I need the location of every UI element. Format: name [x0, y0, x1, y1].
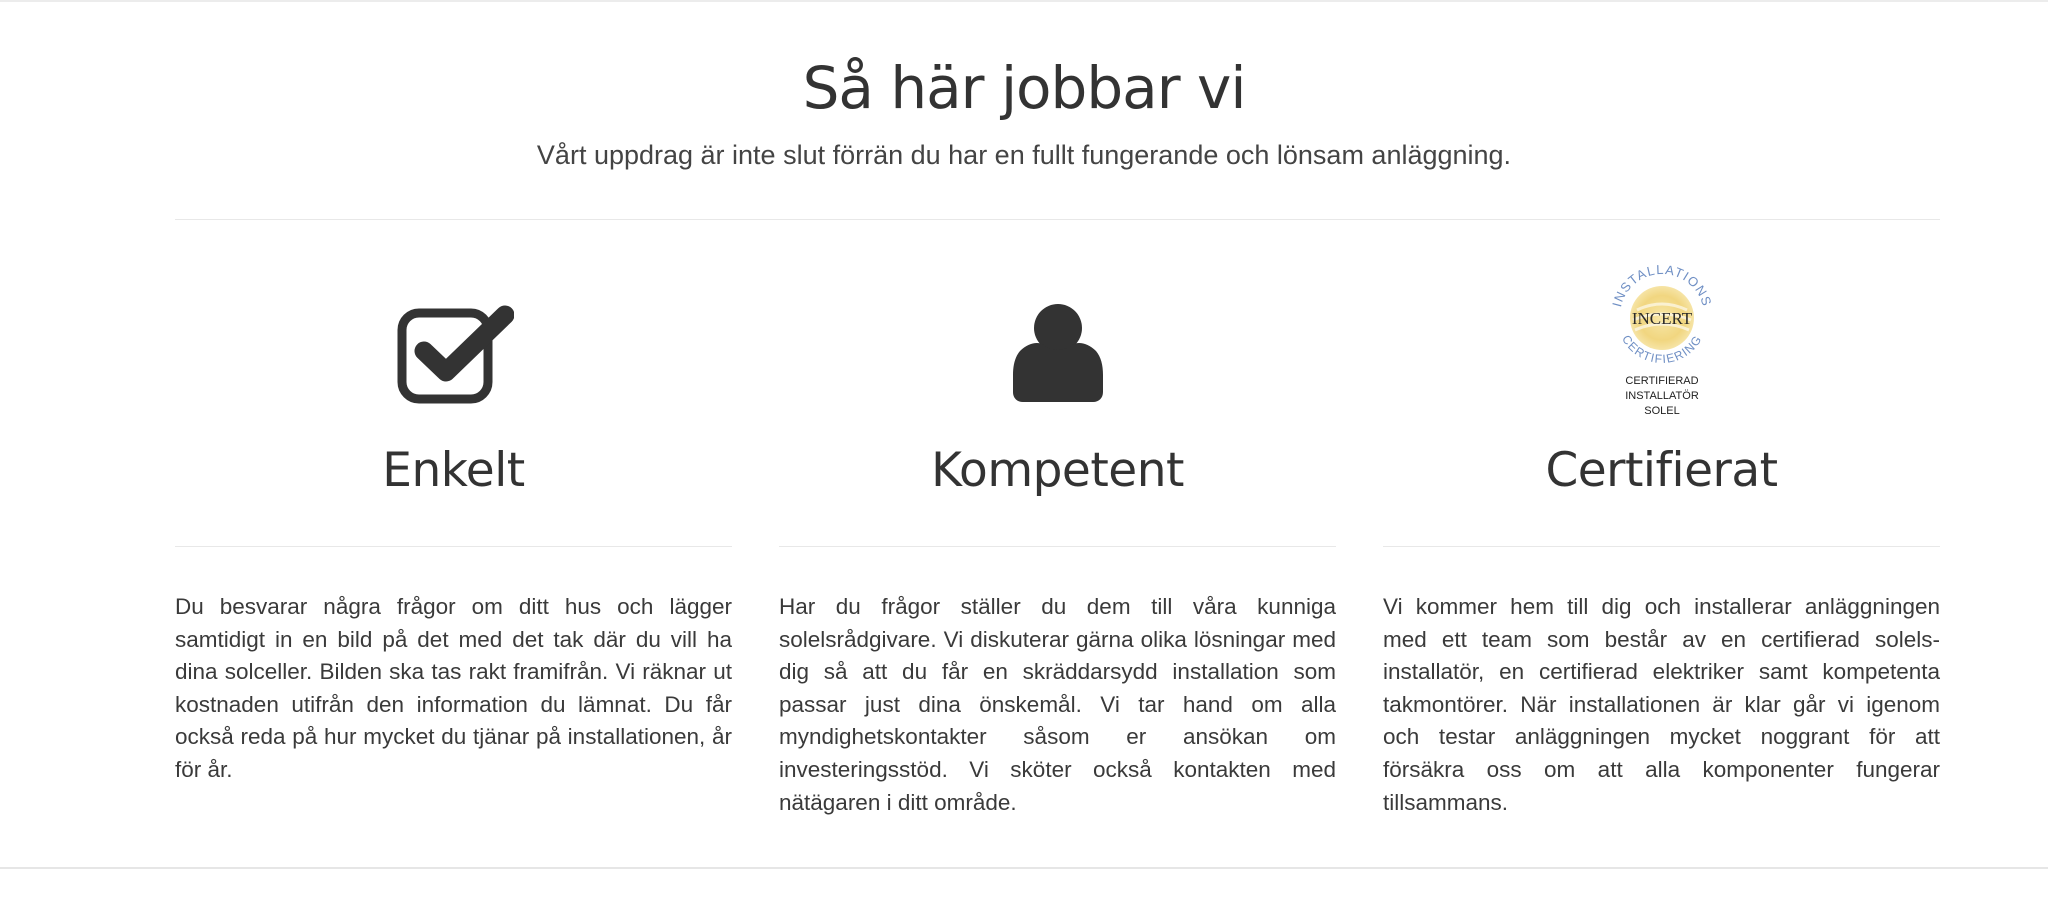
incert-certification-badge: [1383, 255, 1940, 425]
feature-certifierat: [1383, 255, 1940, 835]
feature-divider: [1383, 546, 1940, 547]
badge-caption-line: CERTIFIERAD: [1624, 375, 1699, 387]
feature-text: Du besvarar några frågor om ditt hus och lägger samtidigt in en bild på det med det tak där du vill ha dina solceller. Bilden ska tas rakt framifrån. Vi räknar ut kostnaden utifrån den information du lämnat. Du får också reda på hur mycket du tjänar på installationen, år för år.: [175, 594, 732, 782]
header-divider: [175, 219, 1940, 220]
feature-enkelt: [175, 255, 732, 835]
top-rule: [0, 0, 2048, 2]
feature-kompetent: [779, 255, 1336, 835]
badge-caption-line: SOLEL: [1643, 405, 1680, 417]
feature-text: Vi kommer hem till dig och installerar anläggningen med ett team som består av en certifierad solels-installatör, en certifierad elektriker samt kompetenta takmontörer. När installationen är klar går vi igenom och testar anläggningen mycket noggrant för att försäkra oss om att alla komponenter fungerar tillsammans.: [1383, 594, 1940, 815]
section-subtitle: Vårt uppdrag är inte slut förrän du har en fullt fungerande och lönsam anläggning.: [536, 140, 1512, 170]
feature-divider: [779, 546, 1336, 547]
user-icon: [779, 255, 1336, 425]
feature-text: Har du frågor ställer du dem till våra kunniga solelsrådgivare. Vi diskuterar gärna olika lösningar med dig så att du får en skräddarsydd installation som passar just dina önskemål. Vi tar hand om alla myndighetskontakter såsom er ansökan om investeringsstöd. Vi sköter också kontakten med nätägaren i ditt område.: [779, 594, 1336, 815]
section-title: Så här jobbar vi: [802, 54, 1246, 122]
checkbox-checked-icon: [175, 255, 732, 425]
feature-title: Certifierat: [1545, 443, 1778, 498]
feature-divider: [175, 546, 732, 547]
feature-title: Kompetent: [931, 443, 1184, 498]
badge-center-text: INCERT: [1631, 309, 1692, 328]
bottom-rule: [0, 867, 2048, 869]
feature-title: Enkelt: [382, 443, 525, 498]
badge-ring-top: INSTALLATIONS: [1608, 261, 1715, 309]
badge-ring-bottom: CERTIFIERING: [1618, 332, 1705, 367]
badge-caption-line: INSTALLATÖR: [1624, 390, 1699, 402]
